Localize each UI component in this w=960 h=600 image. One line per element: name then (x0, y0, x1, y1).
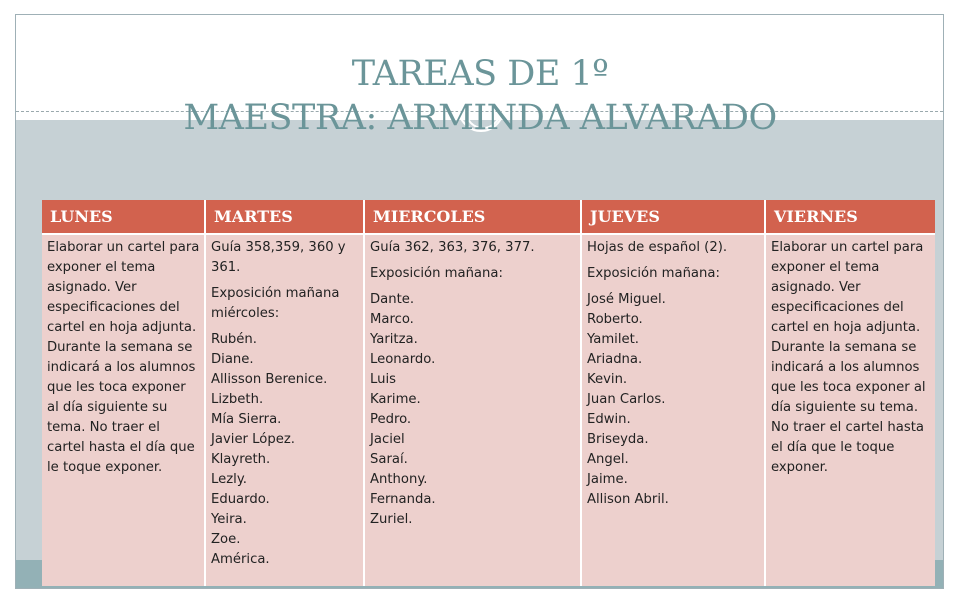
student-name: Pedro. (370, 412, 412, 427)
miercoles-guide: Guía 362, 363, 376, 377. (370, 240, 535, 255)
student-name: Rubén. (211, 332, 257, 347)
student-name: América. (211, 552, 270, 567)
table-header-row (42, 200, 935, 234)
student-name: Anthony. (370, 472, 428, 487)
miercoles-names (370, 290, 577, 530)
cell-martes (205, 234, 364, 586)
student-name: Edwin. (587, 412, 631, 427)
student-name: Leonardo. (370, 352, 436, 367)
header-miercoles: MIERCOLES (364, 200, 581, 234)
student-name: Juan Carlos. (587, 392, 666, 407)
student-name: Zoe. (211, 532, 241, 547)
header-lunes: LUNES (42, 200, 205, 234)
title-line-1: TAREAS DE 1º (351, 54, 609, 94)
martes-exposition: Exposición mañana miércoles: (211, 286, 340, 321)
student-name: Mía Sierra. (211, 412, 282, 427)
weekly-tasks-table (42, 200, 935, 586)
cell-miercoles (364, 234, 581, 586)
student-name: Marco. (370, 312, 414, 327)
student-name: José Miguel. (587, 292, 666, 307)
student-name: Fernanda. (370, 492, 436, 507)
miercoles-exposition: Exposición mañana: (370, 266, 503, 281)
martes-guide: Guía 358,359, 360 y 361. (211, 240, 346, 275)
student-name: Yeira. (211, 512, 247, 527)
cell-lunes (42, 234, 205, 586)
title-line-2: MAESTRA: ARMINDA ALVARADO (183, 98, 777, 138)
header-viernes: VIERNES (765, 200, 935, 234)
student-name: Briseyda. (587, 432, 649, 447)
student-name: Luis (370, 372, 397, 387)
cell-viernes (765, 234, 935, 586)
student-name: Lizbeth. (211, 392, 264, 407)
jueves-names (587, 290, 761, 510)
jueves-exposition: Exposición mañana: (587, 266, 720, 281)
martes-names (211, 330, 360, 570)
student-name: Allison Abril. (587, 492, 669, 507)
student-name: Jaime. (587, 472, 628, 487)
student-name: Javier López. (211, 432, 295, 447)
student-name: Dante. (370, 292, 415, 307)
page-title (0, 52, 960, 140)
cell-jueves (581, 234, 765, 586)
student-name: Angel. (587, 452, 629, 467)
student-name: Karime. (370, 392, 421, 407)
student-name: Kevin. (587, 372, 628, 387)
student-name: Diane. (211, 352, 254, 367)
student-name: Roberto. (587, 312, 643, 327)
student-name: Klayreth. (211, 452, 271, 467)
viernes-text: Elaborar un cartel para exponer el tema asignado. Ver especificaciones del cartel en hoja adjunta. Durante la semana se indicará a los alumnos que les toca exponer al día siguiente su tema. No traer el cartel hasta el día que le toque exponer. (771, 240, 926, 475)
student-name: Jaciel (370, 432, 405, 447)
header-martes: MARTES (205, 200, 364, 234)
header-jueves: JUEVES (581, 200, 765, 234)
student-name: Yaritza. (370, 332, 418, 347)
jueves-guide: Hojas de español (2). (587, 240, 728, 255)
student-name: Allisson Berenice. (211, 372, 328, 387)
student-name: Saraí. (370, 452, 408, 467)
student-name: Ariadna. (587, 352, 643, 367)
student-name: Lezly. (211, 472, 247, 487)
student-name: Eduardo. (211, 492, 270, 507)
student-name: Yamilet. (587, 332, 639, 347)
student-name: Zuriel. (370, 512, 413, 527)
lunes-text: Elaborar un cartel para exponer el tema asignado. Ver especificaciones del cartel en hoja adjunta. Durante la semana se indicará a los alumnos que les toca exponer al día siguiente su tema. No traer el cartel hasta el día que le toque exponer. (47, 240, 200, 475)
table-row (42, 234, 935, 586)
